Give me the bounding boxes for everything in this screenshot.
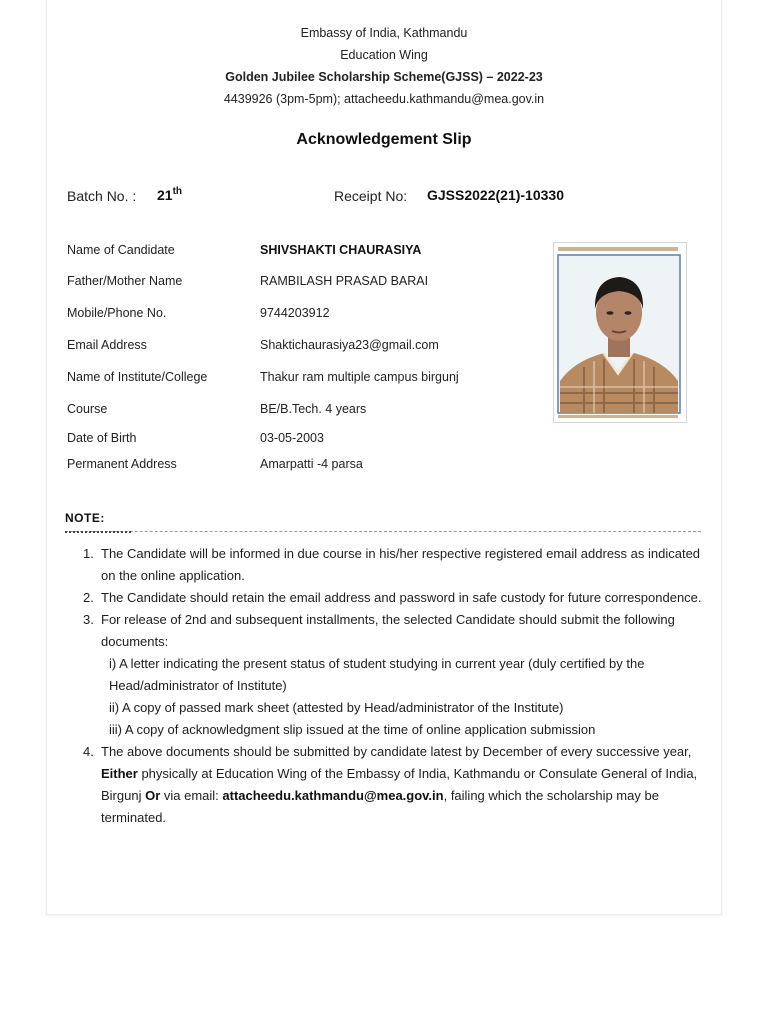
note-emphasis-either: Either <box>101 766 138 781</box>
detail-label-email: Email Address <box>67 338 147 352</box>
note-text-part: via email: <box>160 788 223 803</box>
note-email-link[interactable]: attacheedu.kathmandu@mea.gov.in <box>222 788 444 803</box>
detail-label-dob: Date of Birth <box>67 431 137 445</box>
note-text: The Candidate should retain the email address and password in safe custody for future correspondence. <box>101 590 702 605</box>
education-wing: Education Wing <box>340 48 428 62</box>
receipt-label: Receipt No: <box>334 188 408 204</box>
acknowledgement-slip-page <box>46 0 722 915</box>
candidate-photo-image <box>554 243 686 422</box>
detail-value-email: Shaktichaurasiya23@gmail.com <box>260 338 439 352</box>
note-text-part: physically at Education Wing of the Embassy of India, Kathmandu or Consulate General of India, Birgunj <box>101 766 698 803</box>
receipt-value: GJSS2022(21)-10330 <box>427 187 564 203</box>
detail-label-address: Permanent Address <box>67 457 177 471</box>
batch-suffix: th <box>172 186 183 197</box>
note-text-part: , failing which the scholarship may be terminated. <box>101 788 659 825</box>
detail-value-parent: RAMBILASH PRASAD BARAI <box>260 274 429 288</box>
note-number: 3. <box>83 612 94 627</box>
page-title: Acknowledgement Slip <box>296 131 472 148</box>
batch-number: 21 <box>157 187 173 203</box>
note-text: For release of 2nd and subsequent installments, the selected Candidate should submit the following documents: <box>101 612 675 649</box>
detail-value-course: BE/B.Tech. 4 years <box>260 402 367 416</box>
contact-line: 4439926 (3pm-5pm); attacheedu.kathmandu@mea.gov.in <box>223 92 545 106</box>
scheme-name: Golden Jubilee Scholarship Scheme(GJSS) – 2022-23 <box>225 70 543 84</box>
note-item <box>83 609 703 741</box>
detail-value-institute: Thakur ram multiple campus birgunj <box>260 370 459 384</box>
note-number: 4. <box>83 744 94 759</box>
detail-value-address: Amarpatti -4 parsa <box>260 457 363 471</box>
note-item <box>83 587 703 609</box>
detail-label-institute: Name of Institute/College <box>67 370 208 384</box>
note-divider-accent <box>65 531 131 533</box>
batch-value <box>157 187 182 203</box>
note-subitem: ii) A copy of passed mark sheet (attested by Head/administrator of the Institute) <box>109 700 564 715</box>
note-subitem: i) A letter indicating the present status of student studying in current year (duly certified by the Head/administrator of Institute) <box>109 656 645 693</box>
detail-value-phone: 9744203912 <box>260 306 330 320</box>
note-text: The Candidate will be informed in due course in his/her respective registered email address as indicated on the online application. <box>101 546 701 583</box>
note-text-part: The above documents should be submitted by candidate latest by December of every successive year, <box>101 744 692 759</box>
detail-label-parent: Father/Mother Name <box>67 274 183 288</box>
note-emphasis-or: Or <box>145 788 161 803</box>
note-title: NOTE: <box>65 511 105 525</box>
note-subitem: iii) A copy of acknowledgment slip issued at the time of online application submission <box>109 722 596 737</box>
detail-label-phone: Mobile/Phone No. <box>67 306 167 320</box>
detail-value-name: SHIVSHAKTI CHAURASIYA <box>260 243 422 257</box>
note-item <box>83 543 703 587</box>
note-item <box>83 741 703 829</box>
batch-label: Batch No. : <box>67 188 137 204</box>
detail-value-dob: 03-05-2003 <box>260 431 324 445</box>
detail-label-course: Course <box>67 402 108 416</box>
candidate-photo <box>553 242 687 423</box>
note-divider <box>65 531 701 532</box>
note-number: 2. <box>83 590 94 605</box>
note-number: 1. <box>83 546 94 561</box>
note-list <box>83 543 703 829</box>
detail-label-name: Name of Candidate <box>67 243 175 257</box>
embassy-name: Embassy of India, Kathmandu <box>300 26 468 40</box>
